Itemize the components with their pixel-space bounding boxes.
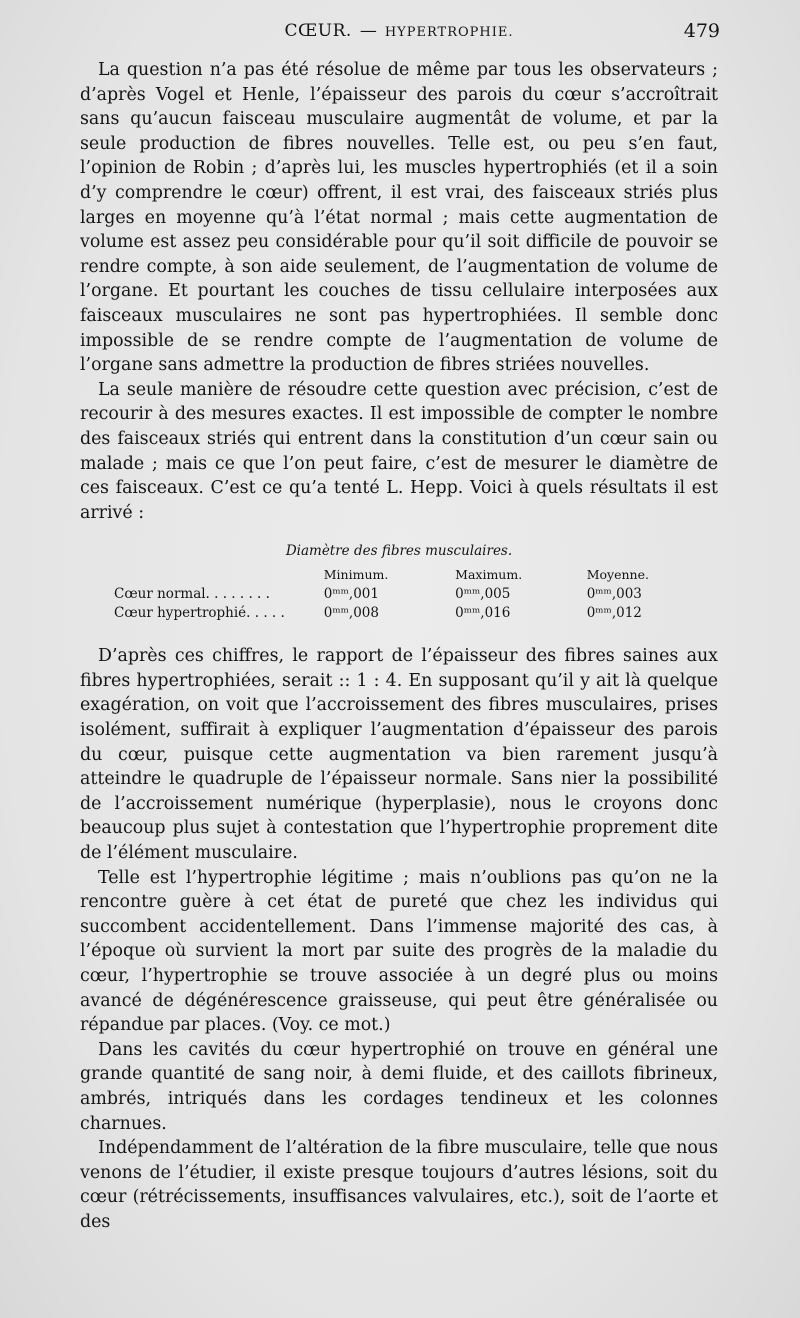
header-subtitle: HYPERTROPHIE. [384,25,514,40]
table-cell: Cœur hypertrophié. . . . . [114,604,285,621]
paragraph: Dans les cavités du cœur hypertrophié on trouve en général une grande quantité de sang noir, à demi fluide, et des caillots fibrineux, ambrés, intriqués dans les cordages tendineux et les colonnes charnues. [80,1039,718,1134]
running-head [80,16,718,46]
table-cell: 0ᵐᵐ,001 [323,585,379,602]
table-header [114,565,324,584]
paragraph: D’après ces chiffres, le rapport de l’épaisseur des fibres saines aux fibres hypertrophiées, serait :: 1 : 4. En supposant qu’il y ait là quelque exagération, on voit que l’accroissement des fibres musculaires, prises isolément, suffirait à expliquer l’augmentation d’épaisseur des parois du cœur, puisque cette augmentation va bien rarement jusqu’à atteindre le quadruple de l’épaisseur normale. Sans nier la possibilité de l’accroissement numérique (hyperplasie), nous le croyons donc beaucoup plus sujet à contestation que l’hypertrophie proprement dite de l’élément musculaire. [80,646,718,864]
header-dash: — [359,21,377,41]
table-cell: 0ᵐᵐ,003 [586,585,642,602]
paragraph: Indépendamment de l’altération de la fibre musculaire, telle que nous venons de l’étudier, il existe presque toujours d’autres lésions, soit du cœur (rétrécissements, insuffisances valvulaires, etc.), soit de l’aorte et des [80,1138,718,1232]
table-row [114,584,718,603]
table-row [114,603,718,622]
table-header: Maximum. [455,567,523,583]
page-number: 479 [683,20,720,42]
paragraph: La question n’a pas été résolue de même par tous les observateurs ; d’après Vogel et Henle, l’épaisseur des parois du cœur s’accroîtrait sans qu’aucun faisceau musculaire augmentât de volume, et par la seule production de fibres nouvelles. Telle est, ou peu s’en faut, l’opinion de Robin ; d’après lui, les muscles hypertrophiés (et il a soin d’y comprendre le cœur) offrent, il est vrai, des faisceaux striés plus larges en moyenne qu’à l’état normal ; mais cette augmentation de volume est assez peu considérable pour qu’il soit difficile de pouvoir se rendre compte, à son aide seulement, de l’augmentation de volume de l’organe. Et pourtant les couches de tissu cellulaire interposées aux faisceaux musculaires ne sont pas hypertrophiées. Il semble donc impossible de se rendre compte de l’augmentation de volume de l’organe sans admettre la production de fibres striées nouvelles. [80,60,718,376]
header-title: CŒUR. [284,21,352,41]
table-cell: 0ᵐᵐ,012 [586,604,642,621]
table-header: Minimum. [323,567,389,583]
paragraph: Telle est l’hypertrophie légitime ; mais n’oublions pas qu’on ne la rencontre guère à cet état de pureté que chez les individus qui succombent accidentellement. Dans l’immense majorité des cas, à l’époque où survient la mort par suite des progrès de la maladie du cœur, l’hypertrophie se trouve associée à un degré plus ou moins avancé de dégénérescence graisseuse, qui peut être généralisée ou répandue par places. (Voy. ce mot.) [80,867,718,1036]
fiber-diameter-table [114,565,718,622]
table-cell: Cœur normal. . . . . . . . [114,585,270,602]
table-cell: 0ᵐᵐ,005 [455,585,511,602]
paragraph: La seule manière de résoudre cette question avec précision, c’est de recourir à des mesures exactes. Il est impossible de compter le nombre des faisceaux striés qui entrent dans la constitution d’un cœur sain ou malade ; mais ce que l’on peut faire, c’est de mesurer le diamètre de ces faisceaux. C’est ce qu’a tenté L. Hepp. Voici à quels résultats il est arrivé : [80,379,718,523]
table-header: Moyenne. [586,567,649,583]
table-cell: 0ᵐᵐ,016 [455,604,511,621]
table-cell: 0ᵐᵐ,008 [323,604,379,621]
table-caption: Diamètre des fibres musculaires. [285,543,513,560]
table-header-row [114,565,718,584]
body-text [80,58,718,1235]
